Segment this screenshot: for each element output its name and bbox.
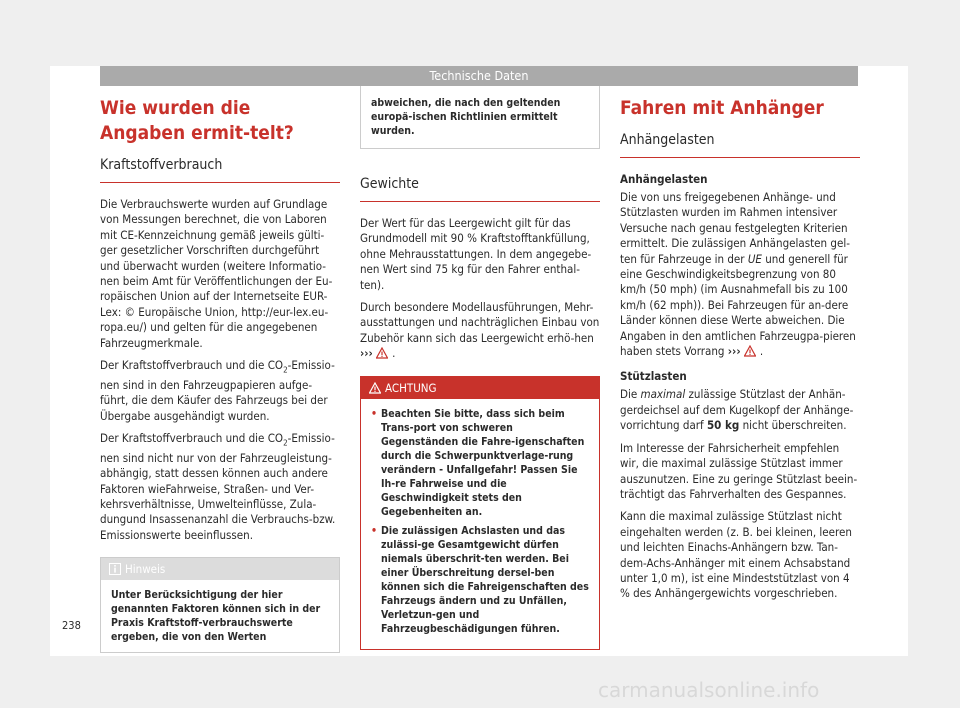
section-header: Technische Daten bbox=[100, 66, 858, 86]
list-item bbox=[371, 524, 589, 636]
text: maximal bbox=[640, 387, 686, 402]
warning-body bbox=[361, 399, 599, 649]
paragraph: Die Verbrauchswerte wurden auf Grundlage von Messungen berechnet, die von Laboren mit CE-Kennzeichnung gemäß jeweils gülti-ger gesetzlicher Vorschriften durchgeführt und überwacht wurden (weitere Informatio-nen beim Amt für Veröffentlichungen der Eu-ropäischen Union auf der Internetseite EUR-Lex: © Europäische Union, http://eur-lex.eu-ropa.eu/) und gelten für die angegebenen Fahrzeugmerkmale. bbox=[100, 197, 333, 350]
text: und generell für eine Geschwindigkeitsbegrenzung von 80 km/h (50 mph) (im Ausnahmefall bis zu 100 km/h (62 mph)). Bei Fahrzeugen für an-dere Länder können diese Werte abweichen. Die Angaben in den amtlichen Fahrzeugpa-pieren haben stets Vorrang bbox=[620, 251, 856, 359]
subtitle-weights: Gewichte bbox=[360, 175, 600, 202]
warning-icon bbox=[376, 347, 388, 359]
paragraph: Die von uns freigegebenen Anhänge- und Stützlasten wurden im Rahmen intensiver Versuche nach genau festgelegten Kriterien ermittelt. Die zulässigen Anhängelasten gel-ten für Fahrzeuge in der UE und generell für eine Geschwindigkeitsbegrenzung von 80 km/h (50 mph) (im Ausnahmefall bis zu 100 km/h (62 mph)). Bei Fahrzeugen für an-dere Länder können diese Werte abweichen. Die Angaben in den amtlichen Fahrzeugpa-pieren haben stets Vorrang ››› . bbox=[620, 190, 856, 359]
column-3 bbox=[620, 86, 860, 609]
text: Der Kraftstoffverbrauch und die CO bbox=[100, 430, 284, 445]
watermark: carmanualsonline.info bbox=[598, 678, 820, 702]
paragraph bbox=[100, 358, 340, 424]
text: -Emissio-nen sind nicht nur von der Fahrzeugleistung-abhängig, statt dessen können auch andere Faktoren wieFahrweise, Straßen- und Ver-kehrsverhältnisse, Umwelteinflüsse, Zula-dungund Insassenanzahl die Verbrauchs-bzw. Emissionswerte beeinflussen. bbox=[100, 430, 336, 542]
text: Durch besondere Modellausführungen, Mehr-ausstattungen und nachträglichen Einbau von Zubehör kann sich das Leergewicht erhö-hen bbox=[360, 300, 600, 345]
list-item bbox=[371, 407, 589, 519]
text: -Emissio-nen sind in den Fahrzeugpapieren aufge-führt, die dem Käufer des Fahrzeugs bei der Übergabe ausgehändigt wurden. bbox=[100, 358, 335, 423]
text: UE bbox=[747, 251, 762, 266]
note-header bbox=[101, 558, 339, 580]
paragraph: Der Wert für das Leergewicht gilt für das Grundmodell mit 90 % Kraftstofftankfüllung, ohne Mehrausstattungen. In dem angegebe-nen Wert sind 75 kg für den Fahrer enthal-ten). bbox=[360, 216, 592, 292]
warning-icon bbox=[369, 382, 381, 394]
subscript: 2 bbox=[283, 438, 288, 448]
section-title-trailer: Fahren mit Anhänger bbox=[620, 97, 824, 119]
warning-icon bbox=[744, 345, 756, 357]
text: zulässige Stützlast der Anhän-gerdeichsel auf dem Kugelkopf der Anhänge-vorrichtung darf bbox=[620, 387, 854, 433]
column-2 bbox=[360, 86, 600, 650]
paragraph: Durch besondere Modellausführungen, Mehr-ausstattungen und nachträglichen Einbau von Zubehör kann sich das Leergewicht erhö-hen ››› . bbox=[360, 300, 600, 361]
paragraph: Kann die maximal zulässige Stützlast nicht eingehalten werden (z. B. bei kleinen, leeren und leichten Einachs-Anhängern bzw. Tan-dem-Achs-Anhänger mit einem Achsabstand unter 1,0 m), ist eine Mindeststützlast von 4 % des Anhängergewichts vorgeschrieben. bbox=[620, 509, 852, 601]
warning-list bbox=[371, 407, 589, 636]
note-continuation: abweichen, die nach den geltenden europä-ischen Richtlinien ermittelt wurden. bbox=[360, 86, 600, 149]
paragraph bbox=[620, 387, 860, 433]
note-label: Hinweis bbox=[125, 562, 166, 577]
paragraph: Im Interesse der Fahrsicherheit empfehlen wir, die maximal zulässige Stützlast immer auszunutzen. Eine zu geringe Stützlast beein-trächtigt das Fahrverhalten des Gespannes. bbox=[620, 440, 858, 501]
column-1 bbox=[100, 86, 340, 653]
page-number: 238 bbox=[62, 619, 81, 632]
bullet: • bbox=[371, 407, 378, 420]
text: nicht überschreiten. bbox=[739, 418, 847, 433]
page-title: Wie wurden die Angaben ermit-telt? bbox=[100, 97, 294, 144]
subscript: 2 bbox=[283, 365, 288, 375]
text: Der Kraftstoffverbrauch und die CO bbox=[100, 358, 284, 373]
text: Die von uns freigegebenen Anhänge- und Stützlasten wurden im Rahmen intensiver Versuche nach genau festgelegten Kriterien ermittelt. Die zulässigen Anhängelasten gel-ten für Fahrzeuge in der bbox=[620, 190, 850, 266]
note-box bbox=[100, 557, 340, 653]
see-arrows: ››› bbox=[360, 346, 373, 361]
text: Die bbox=[620, 387, 641, 402]
see-arrows: ››› bbox=[727, 344, 741, 359]
warning-label: ACHTUNG bbox=[385, 380, 437, 395]
note-text: Unter Berücksichtigung der hier genannten Faktoren können sich in der Praxis Kraftstoff-verbrauchswerte ergeben, die von den Werten bbox=[111, 589, 321, 644]
info-icon bbox=[109, 563, 121, 575]
paragraph bbox=[100, 431, 340, 543]
subheading: Stützlasten bbox=[620, 369, 687, 384]
text: Beachten Sie bitte, dass sich beim Trans-port von schweren Gegenständen die Fahre-igenschaften durch die Schwerpunktverlage-rung verändern - Unfallgefahr! Passen Sie Ih-re Fahrweise und die Geschwindigkeit stets den Gegebenheiten an. bbox=[381, 407, 585, 518]
text: 50 kg bbox=[706, 418, 740, 433]
warning-box bbox=[360, 376, 600, 650]
text: Die zulässigen Achslasten und das zulässi-ge Gesamtgewicht dürfen niemals überschrit-ten werden. Bei einer Überschreitung dersel-ben können sich die Fahreigenschaften des Fahrzeugs ändern und zu Unfällen, Verletzun-gen und Fahrzeugbeschädigungen führen. bbox=[381, 524, 589, 635]
subtitle-fuel: Kraftstoffverbrauch bbox=[100, 156, 340, 183]
warning-header bbox=[361, 377, 599, 399]
subtitle-trailer-loads: Anhängelasten bbox=[620, 131, 860, 158]
bullet: • bbox=[371, 524, 378, 537]
subheading: Anhängelasten bbox=[620, 172, 708, 186]
